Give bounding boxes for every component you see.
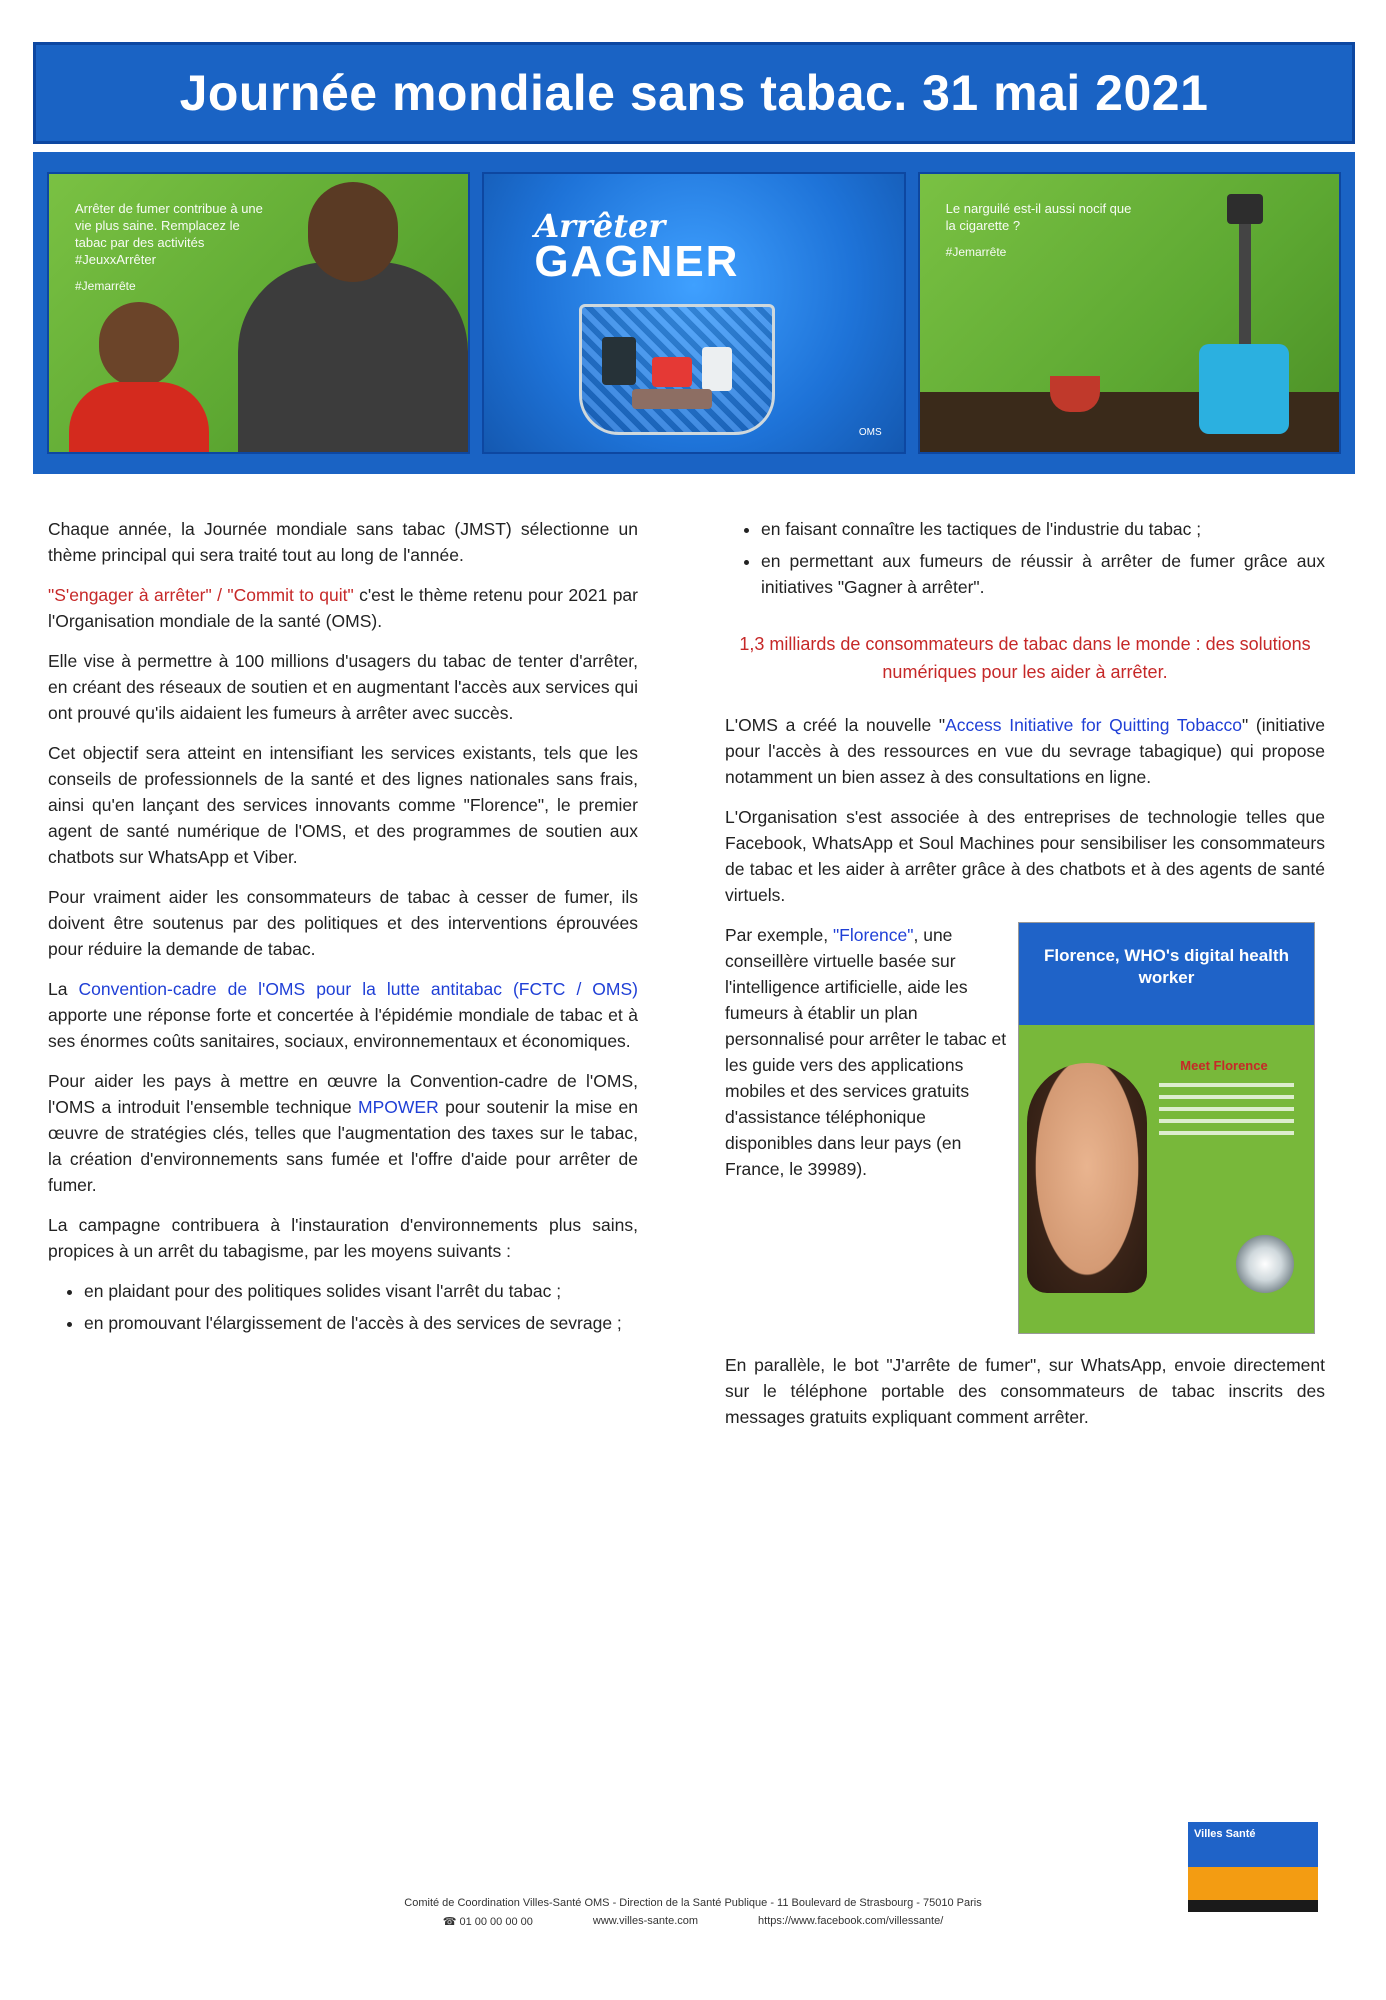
florence-poster-body-lines: [1159, 1083, 1294, 1143]
goal-paragraph: Elle vise à permettre à 100 millions d'usagers du tabac de tenter d'arrêter, en créant des réseaux de soutien et en augmentant l'accès aux services qui ont prouvé qu'ils aidaient les fumeurs à arrêter avec succès.: [48, 651, 638, 723]
list-item: • en faisant connaître les tactiques de l'industrie du tabac ;: [761, 516, 1325, 542]
list-item: • en promouvant l'élargissement de l'accès à des services de sevrage ;: [84, 1310, 638, 1336]
title-bar: [33, 42, 1355, 144]
campaign-paragraph: La campagne contribuera à l'instauration d'environnements plus sains, propices à un arrêt du tabagisme, par les moyens suivants :: [48, 1215, 638, 1261]
banner-panel-1-text: Arrêter de fumer contribue à une vie plus saine. Remplacez le tabac par des activités #JeuxxArrêter #Jemarrête: [75, 200, 265, 295]
florence-poster: [1018, 922, 1315, 1334]
services-paragraph: Cet objectif sera atteint en intensifiant les services existants, tels que les conseils de professionnels de la santé et des lignes nationales sans frais, ainsi qu'en lançant des services innovants comme "Florence", le premier agent de santé numérique de l'OMS, et des programmes de soutien aux chatbots sur WhatsApp et Viber.: [48, 743, 638, 867]
florence-section: [725, 922, 1325, 1352]
policy-paragraph: Pour vraiment aider les consommateurs de tabac à cesser de fumer, ils doivent être soutenus par des politiques et des interventions éprouvées pour réduire la demande de tabac.: [48, 887, 638, 959]
banner-panel-3-hashtag: #Jemarrête: [945, 245, 1007, 259]
florence-link[interactable]: "Florence": [832, 925, 914, 945]
whatsapp-bot-paragraph: En parallèle, le bot "J'arrête de fumer", sur WhatsApp, envoie directement sur le téléphone portable des consommateurs de tabac inscrits des messages gratuits expliquant comment arrêter.: [725, 1355, 1325, 1427]
banner-panel-1-hashtag: #Jemarrête: [75, 279, 136, 293]
access-initiative-paragraph: L'OMS a créé la nouvelle "Access Initiative for Quitting Tobacco" (initiative pour l'accès à des ressources en vue du sevrage tabagique) qui propose notamment un bien assez à des consultations en ligne.: [725, 715, 1325, 787]
footer-website-link[interactable]: www.villes-sante.com: [592, 1915, 699, 1927]
florence-poster-subtitle: Meet Florence: [1180, 1058, 1268, 1073]
campaign-means-list: [48, 1278, 638, 1336]
florence-portrait: [1027, 1063, 1147, 1293]
shopping-basket-image: [579, 304, 775, 435]
footer-facebook-link[interactable]: https://www.facebook.com/villessante/: [758, 1915, 944, 1927]
child-figure: [69, 302, 209, 452]
father-figure: [258, 172, 468, 452]
banner-panel-hookah: [918, 172, 1341, 454]
florence-poster-title: Florence, WHO's digital health worker: [1019, 923, 1314, 1025]
florence-paragraph: Par exemple, "Florence", une conseillère virtuelle basée sur l'intelligence artificielle, aide les fumeurs à établir un plan personnalisé pour arrêter le tabac et les guide vers des applications mobiles et des services gratuits d'assistance téléphonique disponibles dans leur pays (en France, le 39989).: [725, 925, 1007, 1179]
footer-phone: ☎ 01 00 00 00 00: [442, 1916, 533, 1928]
banner-panel-3-text: Le narguilé est-il aussi nocif que la cigarette ? #Jemarrête: [946, 200, 1136, 261]
digital-solutions-heading: 1,3 milliards de consommateurs de tabac dans le monde : des solutions numériques pour les aider à arrêter.: [739, 634, 1311, 682]
right-column: [725, 516, 1325, 1444]
banner-panel-quit-to-win: [482, 172, 905, 454]
intro-paragraph: Chaque année, la Journée mondiale sans tabac (JMST) sélectionne un thème principal qui sera traité tout au long de l'année.: [48, 519, 638, 565]
fctc-paragraph: La Convention-cadre de l'OMS pour la lutte antitabac (FCTC / OMS) apporte une réponse forte et concertée à l'épidémie mondiale de tabac et à ses énormes coûts sanitaires, sociaux, environnementaux et économiques.: [48, 979, 638, 1051]
villes-sante-logo: Villes Santé: [1188, 1822, 1318, 1912]
list-item: • en plaidant pour des politiques solides visant l'arrêt du tabac ;: [84, 1278, 638, 1304]
hookah-image: [1179, 194, 1309, 444]
footer-address: Comité de Coordination Villes-Santé OMS - Direction de la Santé Publique - 11 Boulevard de Strasbourg - 75010 Paris: [404, 1897, 982, 1909]
page-title: Journée mondiale sans tabac. 31 mai 2021: [179, 65, 1209, 121]
list-item: • en permettant aux fumeurs de réussir à arrêter de fumer grâce aux initiatives "Gagner à arrêter".: [761, 548, 1325, 600]
who-logo-mark: OMS: [858, 427, 882, 438]
left-column: [48, 516, 638, 1350]
access-initiative-link[interactable]: Access Initiative for Quitting Tobacco: [945, 715, 1243, 735]
who-badge-icon: [1236, 1235, 1294, 1293]
mpower-paragraph: Pour aider les pays à mettre en œuvre la Convention-cadre de l'OMS, l'OMS a introduit l'ensemble technique MPOWER pour soutenir la mise en œuvre de stratégies clés, telles que l'augmentation des taxes sur le tabac, la création d'environnements sans fumée et l'offre d'aide pour arrêter de fumer.: [48, 1071, 638, 1195]
theme-paragraph: "S'engager à arrêter" / "Commit to quit" c'est le thème retenu pour 2021 par l'Organisation mondiale de la santé (OMS).: [48, 585, 638, 631]
campaign-banner: [33, 152, 1355, 474]
mpower-link[interactable]: MPOWER: [358, 1097, 439, 1117]
campaign-means-list-continued: [725, 516, 1325, 600]
quit-to-win-title: Arrêter GAGNER: [534, 207, 740, 286]
fctc-link[interactable]: Convention-cadre de l'OMS pour la lutte antitabac (FCTC / OMS): [78, 979, 638, 999]
banner-panel-father-son: [47, 172, 470, 454]
partners-paragraph: L'Organisation s'est associée à des entreprises de technologie telles que Facebook, WhatsApp et Soul Machines pour sensibiliser les consommateurs de tabac et les aider à arrêter grâce à des chatbots et à des agents de santé virtuels.: [725, 807, 1325, 905]
theme-slogan: "S'engager à arrêter" / "Commit to quit": [48, 585, 354, 605]
page-footer: [0, 1897, 1386, 1928]
tea-cup-image: [1050, 376, 1100, 412]
